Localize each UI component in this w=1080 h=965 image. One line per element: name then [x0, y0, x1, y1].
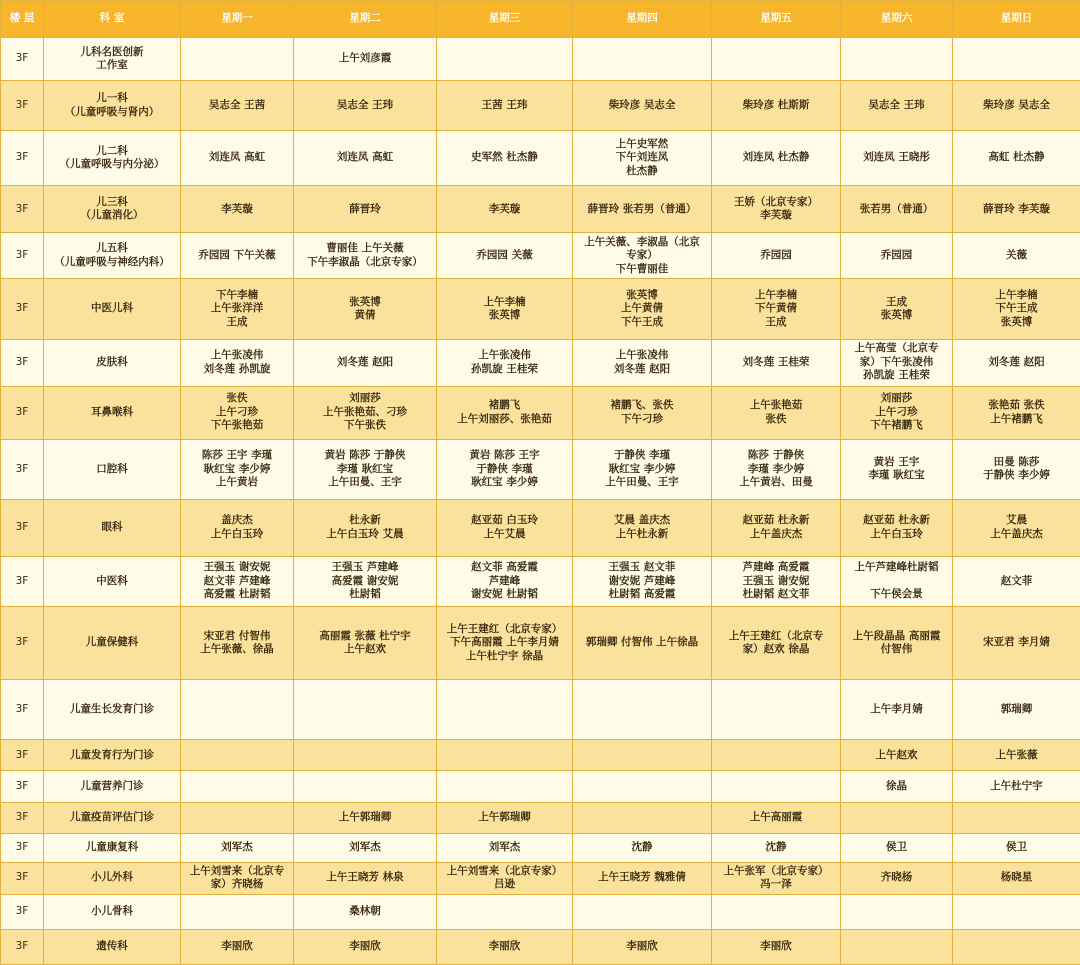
schedule-cell-thursday: 柴玲彦 吴志全: [573, 81, 712, 131]
schedule-cell-tuesday: [294, 771, 437, 802]
schedule-cell-wednesday: [437, 680, 573, 740]
schedule-cell-thursday: 薛晋玲 张若男（普通）: [573, 186, 712, 233]
schedule-cell-friday: 上午张艳茹 张佚: [712, 386, 841, 439]
table-row: [1, 499, 1080, 556]
schedule-cell-monday: [181, 740, 294, 771]
department-cell: 眼科: [44, 499, 181, 556]
department-cell: 中医科: [44, 557, 181, 607]
schedule-cell-thursday: 上午史军然 下午刘连凤 杜杰静: [573, 131, 712, 186]
schedule-cell-monday: 乔园园 下午关薇: [181, 233, 294, 279]
schedule-cell-monday: [181, 771, 294, 802]
table-row: [1, 740, 1080, 771]
schedule-cell-tuesday: 刘丽莎 上午张艳茹、刁珍 下午张佚: [294, 386, 437, 439]
schedule-cell-friday: 刘冬莲 王桂荣: [712, 339, 841, 386]
header-wednesday: 星期三: [437, 1, 573, 38]
schedule-cell-tuesday: 桑林朝: [294, 894, 437, 929]
schedule-cell-monday: 李芙璇: [181, 186, 294, 233]
schedule-cell-tuesday: 上午刘彦霞: [294, 38, 437, 81]
table-row: [1, 894, 1080, 929]
schedule-cell-friday: [712, 771, 841, 802]
schedule-cell-tuesday: 上午王晓芳 林泉: [294, 862, 437, 894]
schedule-cell-friday: 上午李楠 下午黄倩 王成: [712, 279, 841, 339]
schedule-cell-wednesday: [437, 771, 573, 802]
schedule-cell-tuesday: 王强玉 芦建峰 高爱霞 谢安妮 杜尉韬: [294, 557, 437, 607]
schedule-cell-monday: [181, 38, 294, 81]
schedule-cell-wednesday: 褚鹏飞 上午刘丽莎、张艳茹: [437, 386, 573, 439]
schedule-cell-saturday: 刘丽莎 上午刁珍 下午褚鹏飞: [841, 386, 953, 439]
floor-cell: 3F: [1, 680, 44, 740]
schedule-cell-friday: 陈莎 于静侠 李瑾 李少婷 上午黄岩、田曼: [712, 439, 841, 499]
schedule-cell-monday: [181, 802, 294, 833]
schedule-cell-thursday: [573, 740, 712, 771]
header-row: [1, 1, 1080, 38]
schedule-cell-tuesday: 刘连凤 高虹: [294, 131, 437, 186]
schedule-cell-sunday: 关薇: [953, 233, 1080, 279]
floor-cell: 3F: [1, 833, 44, 862]
header-thursday: 星期四: [573, 1, 712, 38]
schedule-cell-tuesday: [294, 680, 437, 740]
schedule-cell-thursday: 上午张凌伟 刘冬莲 赵阳: [573, 339, 712, 386]
schedule-cell-saturday: 刘连凤 王晓彤: [841, 131, 953, 186]
header-saturday: 星期六: [841, 1, 953, 38]
schedule-cell-monday: 上午张凌伟 刘冬莲 孙凯旋: [181, 339, 294, 386]
schedule-cell-wednesday: 乔园园 关薇: [437, 233, 573, 279]
schedule-cell-sunday: 宋亚君 李月婧: [953, 607, 1080, 680]
table-row: [1, 862, 1080, 894]
schedule-cell-tuesday: 李丽欣: [294, 929, 437, 964]
table-row: [1, 339, 1080, 386]
schedule-cell-sunday: 杨晓星: [953, 862, 1080, 894]
schedule-cell-monday: 下午李楠 上午张洋洋 王成: [181, 279, 294, 339]
schedule-cell-saturday: 徐晶: [841, 771, 953, 802]
table-row: [1, 833, 1080, 862]
floor-cell: 3F: [1, 81, 44, 131]
schedule-cell-sunday: 艾晨 上午盖庆杰: [953, 499, 1080, 556]
schedule-cell-sunday: 刘冬莲 赵阳: [953, 339, 1080, 386]
schedule-cell-friday: 乔园园: [712, 233, 841, 279]
header-department: 科 室: [44, 1, 181, 38]
schedule-cell-friday: 刘连凤 杜杰静: [712, 131, 841, 186]
schedule-cell-friday: 上午张军（北京专家） 冯一泽: [712, 862, 841, 894]
schedule-cell-saturday: 上午高莹（北京专 家）下午张凌伟 孙凯旋 王桂荣: [841, 339, 953, 386]
department-cell: 中医儿科: [44, 279, 181, 339]
floor-cell: 3F: [1, 771, 44, 802]
table-row: [1, 131, 1080, 186]
table-row: [1, 386, 1080, 439]
schedule-cell-tuesday: 曹丽佳 上午关薇 下午李淑晶（北京专家）: [294, 233, 437, 279]
schedule-cell-friday: [712, 740, 841, 771]
schedule-cell-saturday: 齐晓杨: [841, 862, 953, 894]
department-cell: 皮肤科: [44, 339, 181, 386]
schedule-cell-wednesday: 上午张凌伟 孙凯旋 王桂荣: [437, 339, 573, 386]
schedule-cell-friday: 王娇（北京专家） 李芙璇: [712, 186, 841, 233]
schedule-cell-tuesday: 杜永新 上午白玉玲 艾晨: [294, 499, 437, 556]
department-cell: 耳鼻喉科: [44, 386, 181, 439]
floor-cell: 3F: [1, 557, 44, 607]
department-cell: 遗传科: [44, 929, 181, 964]
schedule-cell-friday: 沈静: [712, 833, 841, 862]
schedule-cell-thursday: 艾晨 盖庆杰 上午杜永新: [573, 499, 712, 556]
department-cell: 儿童发育行为门诊: [44, 740, 181, 771]
schedule-cell-sunday: 田曼 陈莎 于静侠 李少婷: [953, 439, 1080, 499]
schedule-cell-friday: 上午王建红（北京专 家）赵欢 徐晶: [712, 607, 841, 680]
schedule-cell-saturday: 侯卫: [841, 833, 953, 862]
schedule-cell-sunday: 高虹 杜杰静: [953, 131, 1080, 186]
schedule-cell-tuesday: [294, 740, 437, 771]
floor-cell: 3F: [1, 339, 44, 386]
schedule-cell-friday: 柴玲彦 杜斯斯: [712, 81, 841, 131]
schedule-cell-sunday: [953, 38, 1080, 81]
schedule-cell-saturday: 黄岩 王宇 李瑾 耿红宝: [841, 439, 953, 499]
table-row: [1, 81, 1080, 131]
schedule-cell-monday: 上午刘雪来（北京专 家）齐晓杨: [181, 862, 294, 894]
schedule-cell-sunday: 柴玲彦 吴志全: [953, 81, 1080, 131]
schedule-cell-saturday: 吴志全 王玮: [841, 81, 953, 131]
department-cell: 小儿骨科: [44, 894, 181, 929]
schedule-cell-thursday: [573, 771, 712, 802]
schedule-cell-thursday: 李丽欣: [573, 929, 712, 964]
schedule-cell-tuesday: 刘军杰: [294, 833, 437, 862]
schedule-cell-tuesday: 薛晋玲: [294, 186, 437, 233]
schedule-cell-thursday: 上午王晓芳 魏雅倩: [573, 862, 712, 894]
header-floor: 楼 层: [1, 1, 44, 38]
table-row: [1, 439, 1080, 499]
schedule-cell-saturday: 乔园园: [841, 233, 953, 279]
schedule-cell-thursday: [573, 894, 712, 929]
schedule-cell-sunday: 赵文菲: [953, 557, 1080, 607]
table-row: [1, 233, 1080, 279]
schedule-cell-thursday: 郭瑞卿 付智伟 上午徐晶: [573, 607, 712, 680]
schedule-cell-monday: 李丽欣: [181, 929, 294, 964]
schedule-cell-saturday: 张若男（普通）: [841, 186, 953, 233]
schedule-cell-friday: 赵亚茹 杜永新 上午盖庆杰: [712, 499, 841, 556]
floor-cell: 3F: [1, 233, 44, 279]
floor-cell: 3F: [1, 740, 44, 771]
schedule-cell-wednesday: 黄岩 陈莎 王宇 于静侠 李瑾 耿红宝 李少婷: [437, 439, 573, 499]
schedule-cell-wednesday: 刘军杰: [437, 833, 573, 862]
schedule-cell-wednesday: [437, 894, 573, 929]
schedule-cell-saturday: [841, 38, 953, 81]
schedule-cell-tuesday: 张英博 黄倩: [294, 279, 437, 339]
schedule-cell-thursday: [573, 802, 712, 833]
floor-cell: 3F: [1, 607, 44, 680]
schedule-cell-friday: [712, 894, 841, 929]
floor-cell: 3F: [1, 38, 44, 81]
schedule-cell-thursday: 于静侠 李瑾 耿红宝 李少婷 上午田曼、王宇: [573, 439, 712, 499]
floor-cell: 3F: [1, 439, 44, 499]
schedule-cell-wednesday: [437, 740, 573, 771]
schedule-cell-monday: [181, 680, 294, 740]
schedule-cell-sunday: 上午杜宁宇: [953, 771, 1080, 802]
schedule-cell-thursday: 上午关薇、李淑晶（北京 专家） 下午曹丽佳: [573, 233, 712, 279]
table-row: [1, 279, 1080, 339]
schedule-cell-wednesday: 赵亚茹 白玉玲 上午艾晨: [437, 499, 573, 556]
schedule-cell-friday: 李丽欣: [712, 929, 841, 964]
schedule-cell-saturday: 上午段晶晶 高丽霞 付智伟: [841, 607, 953, 680]
schedule-cell-monday: 陈莎 王宇 李瑾 耿红宝 李少婷 上午黄岩: [181, 439, 294, 499]
schedule-cell-friday: 上午高丽霞: [712, 802, 841, 833]
schedule-cell-saturday: [841, 929, 953, 964]
schedule-cell-sunday: 上午张薇: [953, 740, 1080, 771]
schedule-cell-sunday: [953, 894, 1080, 929]
schedule-cell-saturday: 上午芦建峰杜尉韬 下午侯会景: [841, 557, 953, 607]
table-row: [1, 186, 1080, 233]
schedule-cell-sunday: 侯卫: [953, 833, 1080, 862]
schedule-cell-wednesday: 赵文菲 高爱霞 芦建峰 谢安妮 杜尉韬: [437, 557, 573, 607]
schedule-cell-sunday: [953, 802, 1080, 833]
department-cell: 口腔科: [44, 439, 181, 499]
table-row: [1, 607, 1080, 680]
department-cell: 儿三科 （儿童消化）: [44, 186, 181, 233]
schedule-cell-wednesday: [437, 38, 573, 81]
header-tuesday: 星期二: [294, 1, 437, 38]
schedule-cell-saturday: [841, 802, 953, 833]
department-cell: 儿童生长发育门诊: [44, 680, 181, 740]
schedule-cell-thursday: 沈静: [573, 833, 712, 862]
table-row: [1, 38, 1080, 81]
floor-cell: 3F: [1, 862, 44, 894]
schedule-cell-friday: 芦建峰 高爱霞 王强玉 谢安妮 杜尉韬 赵文菲: [712, 557, 841, 607]
schedule-cell-monday: 王强玉 谢安妮 赵文菲 芦建峰 高爱霞 杜尉韬: [181, 557, 294, 607]
floor-cell: 3F: [1, 499, 44, 556]
schedule-cell-monday: 吴志全 王茜: [181, 81, 294, 131]
floor-cell: 3F: [1, 929, 44, 964]
schedule-cell-tuesday: 吴志全 王玮: [294, 81, 437, 131]
department-cell: 儿二科 （儿童呼吸与内分泌）: [44, 131, 181, 186]
schedule-cell-thursday: [573, 38, 712, 81]
schedule-cell-sunday: [953, 929, 1080, 964]
schedule-cell-monday: [181, 894, 294, 929]
schedule-cell-tuesday: 黄岩 陈莎 于静侠 李瑾 耿红宝 上午田曼、王宇: [294, 439, 437, 499]
header-monday: 星期一: [181, 1, 294, 38]
department-cell: 儿童营养门诊: [44, 771, 181, 802]
floor-cell: 3F: [1, 802, 44, 833]
schedule-cell-thursday: [573, 680, 712, 740]
table-row: [1, 771, 1080, 802]
schedule-cell-saturday: 王成 张英博: [841, 279, 953, 339]
schedule-cell-wednesday: 上午李楠 张英博: [437, 279, 573, 339]
schedule-cell-thursday: 张英博 上午黄倩 下午王成: [573, 279, 712, 339]
schedule-cell-wednesday: 上午王建红（北京专家） 下午高丽霞 上午李月婧 上午杜宁宇 徐晶: [437, 607, 573, 680]
floor-cell: 3F: [1, 279, 44, 339]
schedule-cell-sunday: 郭瑞卿: [953, 680, 1080, 740]
header-sunday: 星期日: [953, 1, 1080, 38]
floor-cell: 3F: [1, 894, 44, 929]
header-friday: 星期五: [712, 1, 841, 38]
schedule-cell-wednesday: 史军然 杜杰静: [437, 131, 573, 186]
schedule-cell-sunday: 张艳茹 张佚 上午褚鹏飞: [953, 386, 1080, 439]
schedule-cell-tuesday: 上午郭瑞卿: [294, 802, 437, 833]
schedule-cell-thursday: 褚鹏飞、张佚 下午刁珍: [573, 386, 712, 439]
floor-cell: 3F: [1, 131, 44, 186]
department-cell: 儿童康复科: [44, 833, 181, 862]
schedule-cell-saturday: 赵亚茹 杜永新 上午白玉玲: [841, 499, 953, 556]
schedule-cell-monday: 刘连凤 高虹: [181, 131, 294, 186]
department-cell: 儿科名医创新 工作室: [44, 38, 181, 81]
schedule-cell-wednesday: 李丽欣: [437, 929, 573, 964]
department-cell: 小儿外科: [44, 862, 181, 894]
schedule-cell-monday: 宋亚君 付智伟 上午张薇、徐晶: [181, 607, 294, 680]
schedule-cell-wednesday: 李芙璇: [437, 186, 573, 233]
schedule-cell-saturday: 上午赵欢: [841, 740, 953, 771]
schedule-cell-friday: [712, 38, 841, 81]
schedule-cell-friday: [712, 680, 841, 740]
schedule-cell-thursday: 王强玉 赵文菲 谢安妮 芦建峰 杜尉韬 高爱霞: [573, 557, 712, 607]
department-cell: 儿五科 （儿童呼吸与神经内科）: [44, 233, 181, 279]
schedule-cell-wednesday: 上午郭瑞卿: [437, 802, 573, 833]
schedule-cell-monday: 刘军杰: [181, 833, 294, 862]
schedule-cell-saturday: [841, 894, 953, 929]
department-cell: 儿童疫苗评估门诊: [44, 802, 181, 833]
table-row: [1, 557, 1080, 607]
table-row: [1, 929, 1080, 964]
schedule-cell-monday: 张佚 上午刁珍 下午张艳茹: [181, 386, 294, 439]
schedule-cell-tuesday: 刘冬莲 赵阳: [294, 339, 437, 386]
schedule-cell-sunday: 上午李楠 下午王成 张英博: [953, 279, 1080, 339]
schedule-cell-saturday: 上午李月婧: [841, 680, 953, 740]
department-cell: 儿童保健科: [44, 607, 181, 680]
floor-cell: 3F: [1, 186, 44, 233]
schedule-cell-wednesday: 上午刘雪来（北京专家） 吕逊: [437, 862, 573, 894]
floor-cell: 3F: [1, 386, 44, 439]
schedule-cell-sunday: 薛晋玲 李芙璇: [953, 186, 1080, 233]
table-row: [1, 680, 1080, 740]
schedule-cell-wednesday: 王茜 王玮: [437, 81, 573, 131]
schedule-cell-tuesday: 高丽霞 张薇 杜宁宇 上午赵欢: [294, 607, 437, 680]
department-cell: 儿一科 （儿童呼吸与肾内）: [44, 81, 181, 131]
schedule-cell-monday: 盖庆杰 上午白玉玲: [181, 499, 294, 556]
table-row: [1, 802, 1080, 833]
